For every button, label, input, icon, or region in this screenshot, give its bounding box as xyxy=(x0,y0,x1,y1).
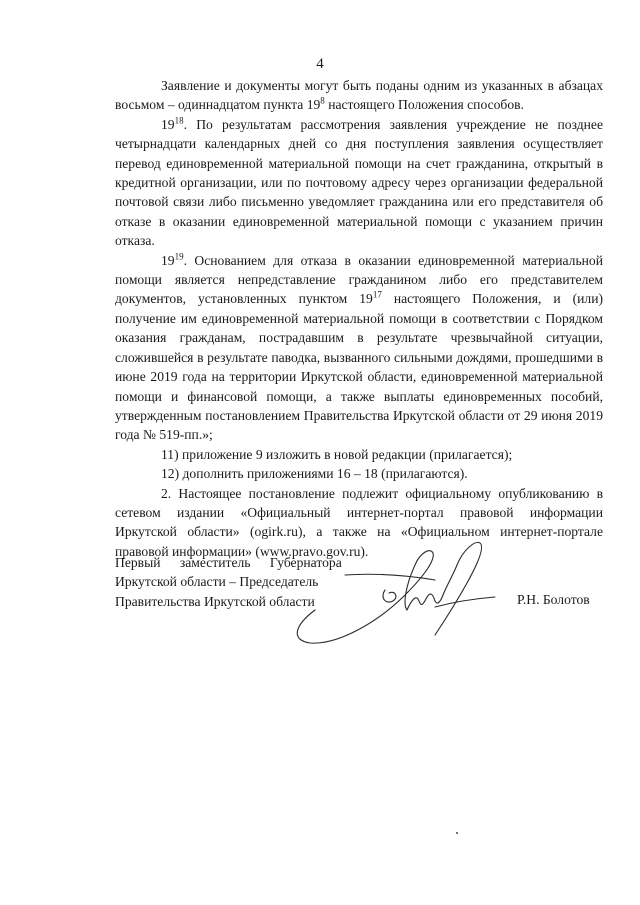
document-body xyxy=(115,76,603,561)
paragraph-publication: 2. Настоящее постановление подлежит официальному опубликованию в сетевом издании «Официальный интернет-портал правовой информации Иркутской области» (ogirk.ru), а также на «Официальном интернет-портале правовой информации» (www.pravo.gov.ru). xyxy=(115,485,603,559)
signer-name: Р.Н. Болотов xyxy=(517,592,590,607)
scan-dot xyxy=(456,832,458,834)
signer-title-line-2: Иркутской области – Председатель xyxy=(115,574,319,590)
handwritten-signature-icon xyxy=(285,535,515,655)
signer-title-line-3: Правительства Иркутской области xyxy=(115,593,315,609)
paragraph-submission-methods: Заявление и документы могут быть поданы одним из указанных в абзацах восьмом – одиннадцатом пункта $19^8$ настоящего Положения способов. xyxy=(115,78,603,113)
superscript: 17 xyxy=(372,289,382,300)
paragraph-19-19: $19^{19}$. Основанием для отказа в оказании единовременной материальной помощи является непредставление гражданином либо его представителем документов, установленных пунктом $19^{17}$ настоящего Положения, и (или) получение им единовременной материальной помощи в соответствии с Порядком оказания гражданам, пострадавшим в результате чрезвычайной ситуации, сложившейся в результате паводка, вызванного сильными дождями, прошедшими в июне 2019 года на территории Иркутской области, единовременной материальной помощи и финансовой помощи, а также выплаты единовременных пособий, утвержденным постановлением Правительства Иркутской области от 29 июня 2019 года № 519-пп.»; xyxy=(115,251,603,443)
superscript: 8 xyxy=(320,95,325,106)
paragraph-19-18: $19^{18}$. По результатам рассмотрения заявления учреждение не позднее четырнадцати календарных дней со дня поступления заявления осуществляет перевод единовременной материальной помощи на счет гражданина, открытый в кредитной организации, или по почтовому адресу через организации федеральной почтовой связи либо письменно уведомляет гражданина или его представителя об отказе в оказании единовременной материальной помощи с указанием причин отказа. xyxy=(115,115,603,249)
page-number: 4 xyxy=(316,56,324,72)
paragraph-item-11: 11) приложение 9 изложить в новой редакции (прилагается); xyxy=(161,446,513,462)
signer-title-line-1: Первый заместитель Губернатора xyxy=(115,555,342,570)
superscript: 18 xyxy=(174,115,184,126)
superscript: 19 xyxy=(174,251,184,262)
paragraph-item-12: 12) дополнить приложениями 16 – 18 (прилагаются). xyxy=(161,466,468,482)
